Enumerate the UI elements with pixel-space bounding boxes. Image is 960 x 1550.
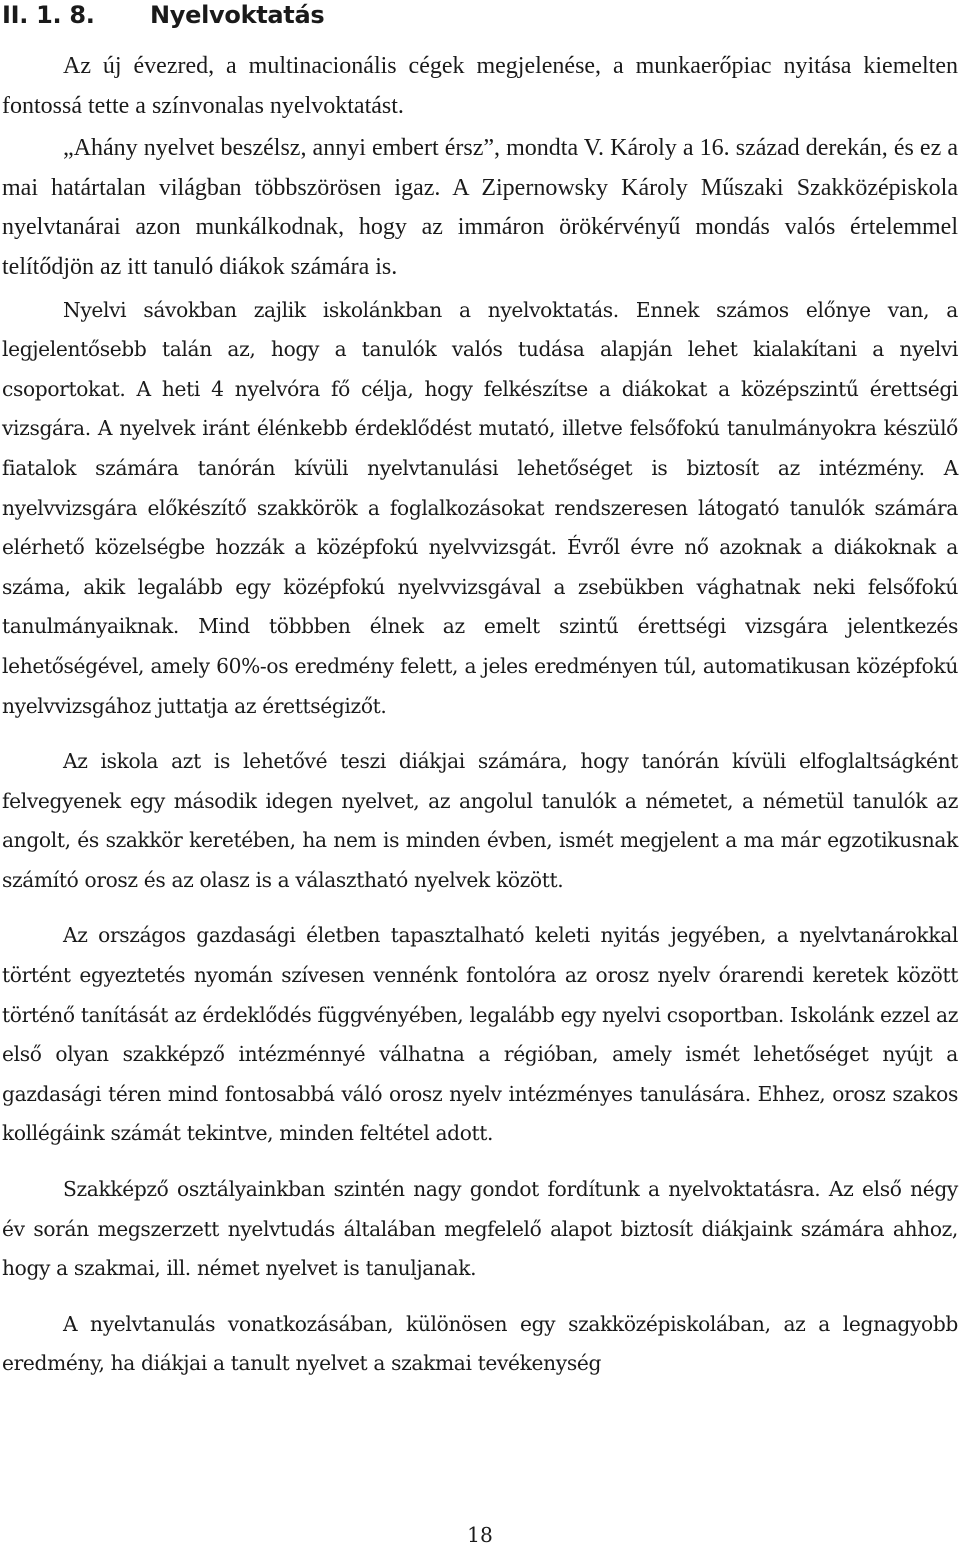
paragraph-1: Az új évezred, a multinacionális cégek megjelenése, a munkaerőpiac nyitása kiemelten fontossá tette a színvonalas nyelvoktatást. (2, 53, 958, 119)
paragraph-4: Az iskola azt is lehetővé teszi diákjai számára, hogy tanórán kívüli elfoglaltságként felvegyenek egy második idegen nyelvet, az angolul tanulók a németet, a németül tanulók az angolt, és szakkör keretében, ha nem is minden évben, ismét megjelent a ma már egzotikusnak számító orosz és az olasz is a választható nyelvek között. (2, 749, 958, 892)
paragraph-5: Az országos gazdasági életben tapasztalható keleti nyitás jegyében, a nyelvtanárokkal történt egyeztetés nyomán szívesen vennénk fontolóra az orosz nyelv órarendi keretek között történő tanítását az érdeklődés függvényében, legalább egy nyelvi csoportban. Iskolánk ezzel az első olyan szakképző intézménnyé válhatna a régióban, amely ismét lehetőséget nyújt a gazdasági téren mind fontosabbá váló orosz nyelv intézményes tanulására. Ehhez, orosz szakos kollégáink számát tekintve, minden feltétel adott. (2, 923, 958, 1146)
paragraph-7: A nyelvtanulás vonatkozásában, különösen egy szakközépiskolában, az a legnagyobb eredmény, ha diákjai a tanult nyelvet a szakmai tevékenység (2, 1311, 958, 1376)
section-title: Nyelvoktatás (150, 1, 325, 29)
page-number: 18 (467, 1523, 493, 1547)
section-heading (2, 0, 324, 30)
body-text (2, 47, 958, 1384)
section-number: II. 1. 8. (2, 1, 95, 29)
paragraph-6: Szakképző osztályainkban szintén nagy gondot fordítunk a nyelvoktatásra. Az első négy év során megszerzett nyelvtudás általában megfelelő alapot biztosít diákjaink számára ahhoz, hogy a szakmai, ill. német nyelvet is tanuljanak. (2, 1177, 958, 1281)
paragraph-2: „Ahány nyelvet beszélsz, annyi embert érsz”, mondta V. Károly a 16. század derekán, és ez a mai határtalan világban többszörösen igaz. A Zipernowsky Károly Műszaki Szakközépiskola nyelvtanárai azon munkálkodnak, hogy az immáron örökérvényű mondás valós értelemmel telítődjön az itt tanuló diákok számára is. (2, 135, 958, 280)
paragraph-3: Nyelvi sávokban zajlik iskolánkban a nyelvoktatás. Ennek számos előnye van, a legjelentősebb talán az, hogy a tanulók valós tudása alapján lehet kialakítani a nyelvi csoportokat. A heti 4 nyelvóra fő célja, hogy felkészítse a diákokat a középszintű érettségi vizsgára. A nyelvek iránt élénkebb érdeklődést mutató, illetve felsőfokú tanulmányokra készülő fiatalok számára tanórán kívüli nyelvtanulási lehetőséget is biztosít az intézmény. A nyelvvizsgára előkészítő szakkörök a foglalkozásokat rendszeresen látogató tanulók számára elérhető közelségbe hozzák a középfokú nyelvvizsgát. Évről évre nő azoknak a diákoknak a száma, akik legalább egy középfokú nyelvvizsgával a zsebükben vághatnak neki felsőfokú tanulmányaiknak. Mind többben élnek az emelt szintű érettségi vizsgára jelentkezés lehetőségével, amely 60%-os eredmény felett, a jeles eredményen túl, automatikusan középfokú nyelvvizsgához juttatja az érettségizőt. (2, 297, 958, 718)
